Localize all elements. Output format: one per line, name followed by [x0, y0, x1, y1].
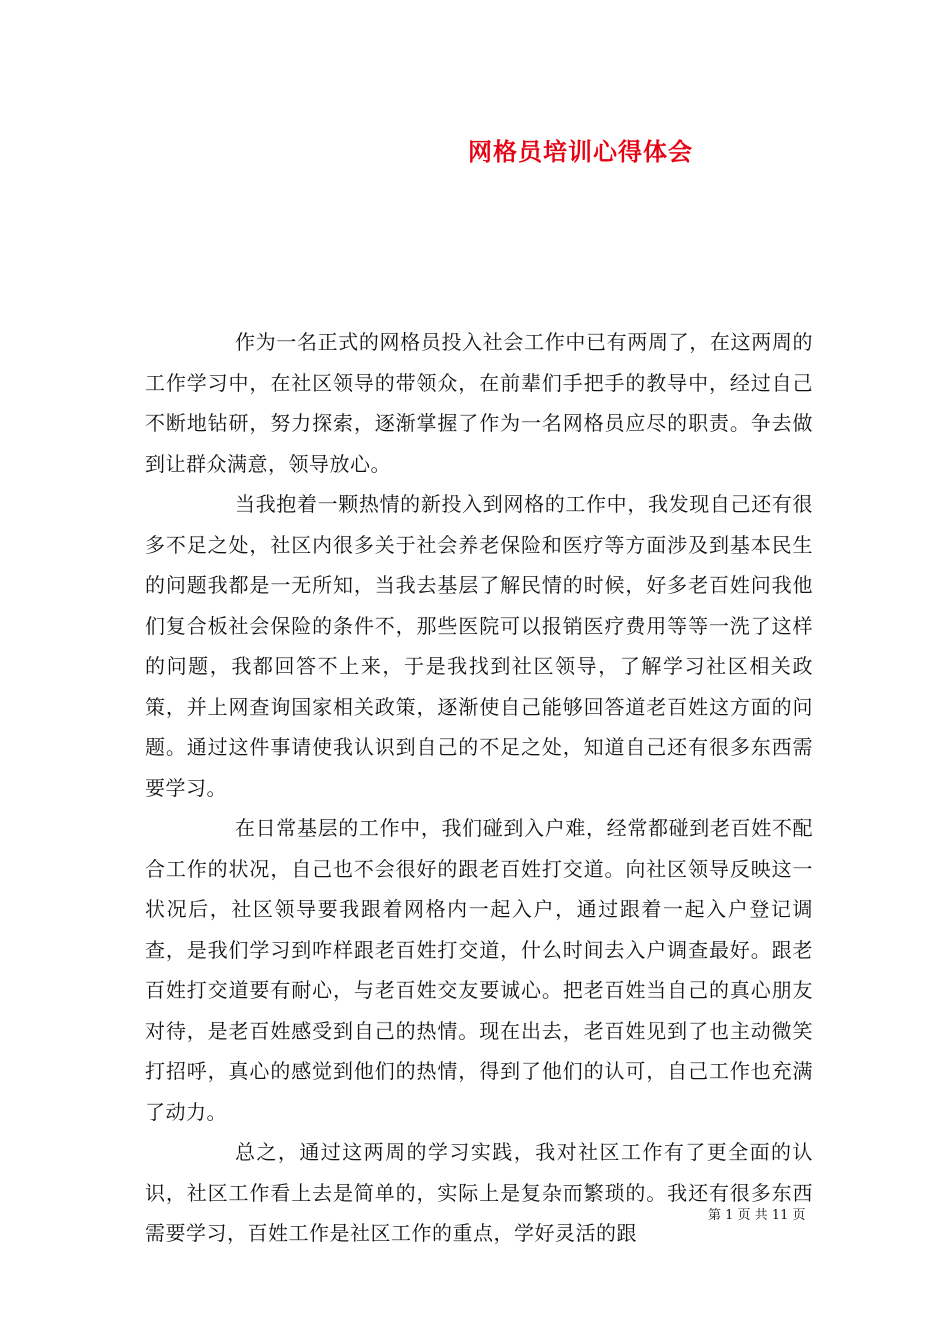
document-body: [145, 322, 813, 1254]
paragraph-2: 当我抱着一颗热情的新投入到网格的工作中，我发现自己还有很多不足之处，社区内很多关于社会养老保险和医疗等方面涉及到基本民生的问题我都是一无所知，当我去基层了解民情的时候，好多老百姓问我他们复合板社会保险的条件不，那些医院可以报销医疗费用等等一洗了这样的问题，我都回答不上来，于是我找到社区领导，了解学习社区相关政策，并上网查询国家相关政策，逐渐使自己能够回答道老百姓这方面的问题。通过这件事请使我认识到自己的不足之处，知道自己还有很多东西需要学习。: [145, 492, 813, 800]
paragraph-3: 在日常基层的工作中，我们碰到入户难，经常都碰到老百姓不配合工作的状况，自己也不会很好的跟老百姓打交道。向社区领导反映这一状况后，社区领导要我跟着网格内一起入户，通过跟着一起入户登记调查，是我们学习到咋样跟老百姓打交道，什么时间去入户调查最好。跟老百姓打交道要有耐心，与老百姓交友要诚心。把老百姓当自己的真心朋友对待，是老百姓感受到自己的热情。现在出去，老百姓见到了也主动微笑打招呼，真心的感觉到他们的热情，得到了他们的认可，自己工作也充满了动力。: [145, 816, 813, 1124]
paragraph-4: 总之，通过这两周的学习实践，我对社区工作有了更全面的认识，社区工作看上去是简单的，实际上是复杂而繁琐的。我还有很多东西需要学习，百姓工作是社区工作的重点，学好灵活的跟: [145, 1140, 813, 1245]
paragraph-1: 作为一名正式的网格员投入社会工作中已有两周了，在这两周的工作学习中，在社区领导的带领众，在前辈们手把手的教导中，经过自己不断地钻研，努力探索，逐渐掌握了作为一名网格员应尽的职责。争去做到让群众满意，领导放心。: [145, 330, 813, 476]
document-title: 网格员培训心得体会: [468, 137, 693, 166]
page-number-footer: 第 1 页 共 11 页: [708, 1208, 806, 1223]
